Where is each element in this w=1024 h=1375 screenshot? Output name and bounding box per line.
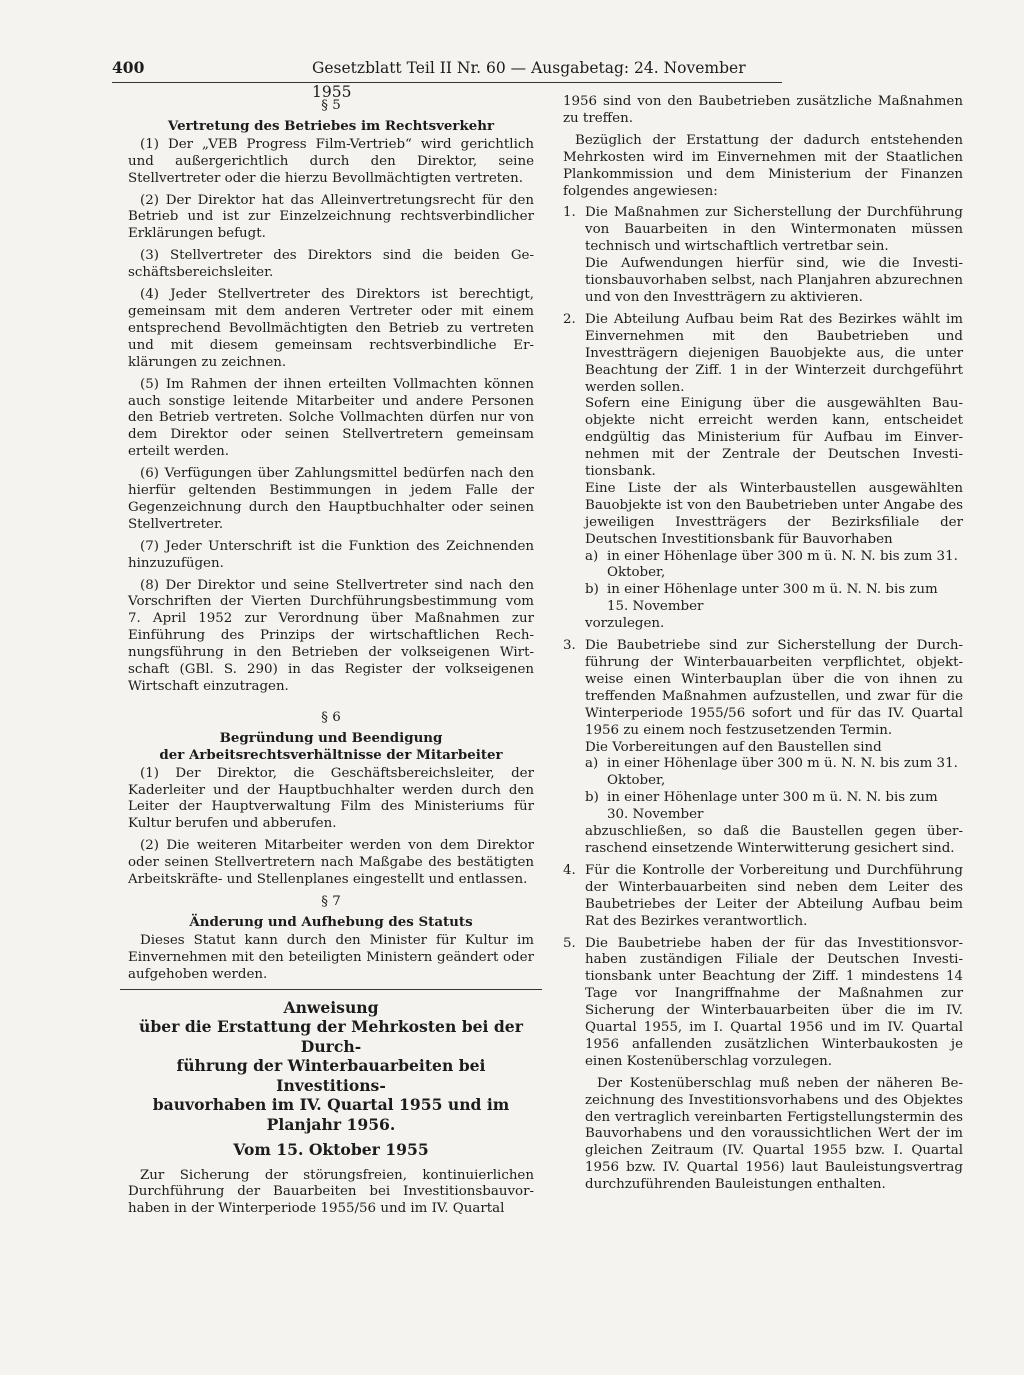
list-item-5 — [563, 936, 963, 1195]
anweisung-title-line5: Planjahr 1956. — [266, 1114, 396, 1134]
item-4-para-1: Für die Kontrolle der Vorbereitung und Durchführung der Winterbauarbeiten sind neben dem Leiter des Baubetriebes der Leiter der Abteilung Aufbau beim Rat des Bezirkes verantwortlich. — [585, 862, 963, 929]
s5-para-8: (8) Der Direktor und seine Stellvertreter sind nach den Vorschriften der Vierten Durchführungsbestimmung vom 7. April 1952 zur Verordnung über Maßnahmen zur Einführung des Prinzips der wirtschaftlichen Rechnungsführung in den Betrieben der volkseigenen Wirtschaft (GBl. S. 290) in das Register der volkseigenen Wirtschaft einzutragen. — [128, 577, 534, 694]
section-7-number: § 7 — [321, 893, 341, 909]
intro-paragraph: Bezüglich der Erstattung der dadurch entstehenden Mehrkosten wird im Einvernehmen mit der Staatlichen Plankommission und dem Ministerium der Finanzen folgendes angewiesen: — [563, 132, 963, 199]
list-item-3 — [563, 638, 963, 858]
item-2-sub-a — [585, 549, 963, 583]
sub-text-a: in einer Höhenlage über 300 m ü. N. N. bis zum 31. Oktober, — [607, 548, 958, 581]
anweisung-title-line1: Anweisung — [283, 997, 379, 1017]
item-number: 3. — [563, 638, 576, 654]
right-column — [563, 94, 963, 1199]
anweisung-date: Vom 15. Oktober 1955 — [233, 1140, 429, 1159]
item-2-sub-b — [585, 582, 963, 616]
section-6-number: § 6 — [321, 709, 341, 725]
item-2-para-2: Sofern eine Einigung über die ausgewählten Bauobjekte nicht erreicht werden kann, entscheidet endgültig das Ministerium für Aufbau im Einvernehmen mit der Zentrale der Deutschen Investitionsbank. — [585, 396, 963, 480]
section-5-number: § 5 — [321, 98, 341, 113]
item-3-sub-b — [585, 790, 963, 824]
item-1-para-1: Die Maßnahmen zur Sicherstellung der Durchführung von Bauarbeiten in den Wintermonaten müssen technisch und wirtschaftlich vertretbar sein. — [585, 205, 963, 255]
section-5-title: Vertretung des Betriebes im Rechtsverkehr — [167, 117, 495, 134]
item-3-tail: abzuschließen, so daß die Baustellen gegen überraschend einsetzende Winterwitterung gesichert sind. — [585, 824, 963, 856]
item-3-sub-a — [585, 756, 963, 790]
sub-text-a: in einer Höhenlage über 300 m ü. N. N. bis zum 31. Oktober, — [607, 756, 958, 789]
item-number: 2. — [563, 311, 576, 327]
s5-para-6: (6) Verfügungen über Zahlungsmittel bedürfen nach den hierfür geltenden Bestimmungen in jedem Falle der Gegenzeichnung durch den Hauptbuchhalter oder seinen Stellvertreter. — [128, 466, 534, 532]
s5-para-2: (2) Der Direktor hat das Alleinvertretungsrecht für den Betrieb und ist zur Einzelzeichnung rechtsverbindlicher Erklärungen befugt. — [128, 192, 534, 242]
list-item-1 — [563, 205, 963, 306]
sub-label-b: b) — [585, 790, 599, 806]
item-number: 5. — [563, 935, 576, 951]
s6-para-2: (2) Die weiteren Mitarbeiter werden von dem Direktor oder seinen Stellvertretern nach Maßgabe des bestätigten Arbeitskräfte- und Stellenplanes eingestellt und entlassen. — [128, 838, 534, 888]
continuation-text: 1956 sind von den Baubetrieben zusätzliche Maßnahmen zu treffen. — [563, 94, 963, 126]
anweisung-title-line4: bauvorhaben im IV. Quartal 1955 und im — [152, 1095, 510, 1114]
item-5-para-1: Die Baubetriebe haben der für das Investitionsvorhaben zuständigen Filiale der Deutschen Investitionsbank unter Beachtung der Ziff. 1 mindestens 14 Tage vor Inangriffnahme der Maßnahmen zur Sicherung der Winterbauarbeiten über die im IV. Quartal 1955, im I. Quartal 1956 und im IV. Quartal 1956 anfallenden zusätzlichen Winterbaukosten je einen Kostenüberschlag vorzulegen. — [585, 935, 963, 1069]
item-2-para-1: Die Abteilung Aufbau beim Rat des Bezirkes wählt im Einvernehmen mit den Baubetrieben und Investträgern diejenigen Bauobjekte aus, die unter Beachtung der Ziff. 1 in der Winterzeit durchgeführt werden sollen. — [585, 311, 963, 395]
gazette-title: Gesetzblatt Teil II Nr. 60 — Ausgabetag: 24. November 1955 — [312, 59, 746, 101]
item-number: 1. — [563, 205, 576, 221]
item-2-para-3: Eine Liste der als Winterbaustellen ausgewählten Bauobjekte ist von den Baubetrieben unter Angabe des jeweiligen Investträgers der Bezirksfiliale der Deutschen Investitionsbank für Bauvorhaben — [585, 480, 963, 547]
list-item-4 — [563, 863, 963, 931]
item-5-para-2: Der Kostenüberschlag muß neben der näheren Bezeichnung des Investitionsvorhabens und des Objektes den vertraglich vereinbarten Fertigstellungstermin des Bauvorhabens und den voraussichtlichen Wert der im gleichen Zeitraum (IV. Quartal 1955 bzw. I. Quartal 1956 bzw. IV. Quartal 1956) laut Bauleistungsvertrag durchzuführenden Bauleistungen enthalten. — [585, 1075, 963, 1193]
item-2-tail: vorzulegen. — [585, 616, 665, 632]
anweisung-title — [128, 998, 534, 1135]
page-number: 400 — [112, 58, 145, 77]
separator-rule — [120, 989, 542, 990]
item-1-para-2: Die Aufwendungen hierfür sind, wie die Investitionsbauvorhaben selbst, nach Planjahren abzurechnen und von den Investträgern zu aktivieren. — [585, 256, 963, 305]
section-6-title-line1: Begründung und Beendigung — [219, 729, 443, 746]
anweisung-intro: Zur Sicherung der störungsfreien, kontinuierlichen Durchführung der Bauarbeiten bei Investitionsbauvorhaben in der Winterperiode 1955/56 und im IV. Quartal — [128, 1167, 534, 1217]
anweisung-title-line3: führung der Winterbauarbeiten bei Investitions- — [176, 1056, 486, 1095]
header-rule — [112, 82, 782, 83]
item-number: 4. — [563, 862, 576, 878]
sub-text-b: in einer Höhenlage unter 300 m ü. N. N. bis zum 30. November — [607, 790, 938, 823]
item-3-para-1: Die Baubetriebe sind zur Sicherstellung der Durchführung der Winterbauarbeiten verpflichtet, objektweise einen Winterbauplan über die von ihnen zu treffenden Maßnahmen aufzustellen, und zwar für die Winterperiode 1955/56 sofort und für das IV. Quartal 1956 zu einem noch festzusetzenden Termin. — [585, 638, 963, 738]
list-item-2 — [563, 312, 963, 633]
s5-para-3: (3) Stellvertreter des Direktors sind die beiden Geschäftsbereichsleiter. — [128, 248, 534, 281]
section-7-title: Änderung und Aufhebung des Statuts — [189, 913, 473, 930]
page-header — [112, 56, 782, 101]
s6-para-1: (1) Der Direktor, die Geschäftsbereichsleiter, der Kaderleiter und der Hauptbuchhalter werden durch den Leiter der Hauptverwaltung Film des Ministeriums für Kultur berufen und abberufen. — [128, 765, 534, 832]
s7-para-1: Dieses Statut kann durch den Minister für Kultur im Einvernehmen mit den beteiligten Ministern geändert oder aufgehoben werden. — [128, 932, 534, 982]
sub-label-a: a) — [585, 756, 599, 772]
s5-para-7: (7) Jeder Unterschrift ist die Funktion des Zeichnenden hinzuzufügen. — [128, 538, 534, 571]
anweisung-title-line2: über die Erstattung der Mehrkosten bei der Durch- — [139, 1017, 523, 1056]
sub-label-b: b) — [585, 582, 599, 598]
sub-text-b: in einer Höhenlage unter 300 m ü. N. N. bis zum 15. November — [607, 582, 938, 615]
s5-para-1: (1) Der „VEB Progress Film-Vertrieb“ wird gerichtlich und außergerichtlich durch den Direktor, seine Stellvertreter oder die hierzu Bevollmächtigten vertreten. — [128, 136, 534, 186]
sub-label-a: a) — [585, 548, 599, 564]
s5-para-4: (4) Jeder Stellvertreter des Direktors ist berechtigt, gemeinsam mit dem anderen Vertreter oder mit einem entsprechend Bevollmächtigten den Betrieb zu vertreten und mit diesem gemeinsam rechtsverbindliche Erklärungen zu zeichnen. — [128, 287, 534, 370]
section-6-title-line2: der Arbeitsrechtsverhältnisse der Mitarbeiter — [159, 746, 503, 763]
item-3-para-2: Die Vorbereitungen auf den Baustellen sind — [585, 739, 882, 755]
s5-para-5: (5) Im Rahmen der ihnen erteilten Vollmachten können auch sonstige leitende Mitarbeiter und andere Personen den Betrieb vertreten. Solche Vollmachten dürfen nur von dem Direktor oder seinen Stellvertretern gemeinsam erteilt werden. — [128, 376, 534, 460]
left-column — [128, 94, 534, 1223]
